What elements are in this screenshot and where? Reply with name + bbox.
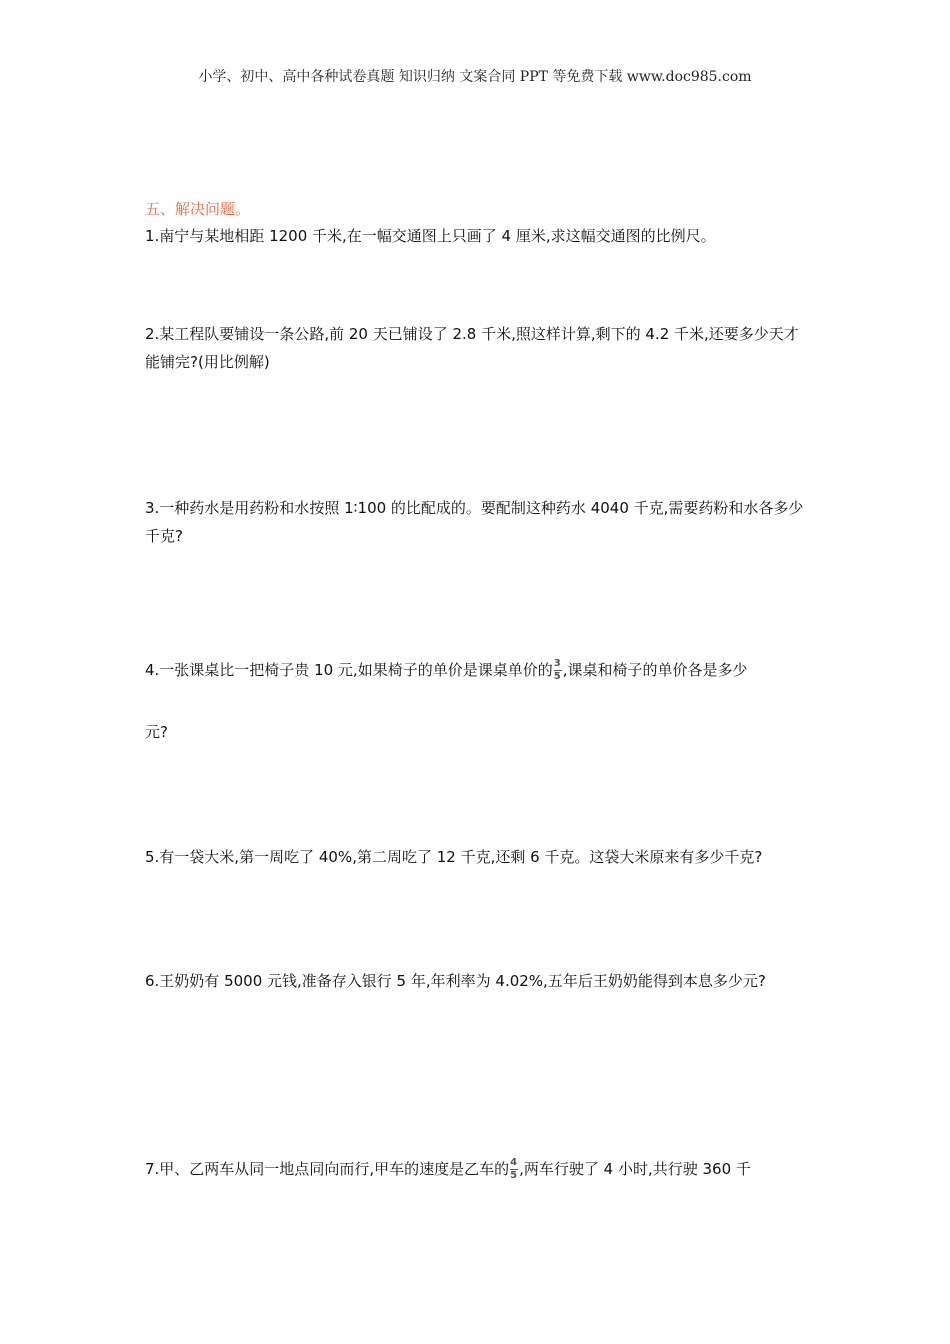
- section-title: 五、解决问题。: [145, 200, 251, 218]
- question-4-text-before: 4.一张课桌比一把椅子贵 10 元,如果椅子的单价是课桌单价的: [145, 661, 553, 679]
- question-7: [145, 1155, 810, 1183]
- question-4-continued: 元?: [145, 723, 168, 741]
- fraction-denominator: 5: [553, 670, 561, 682]
- question-6: 6.王奶奶有 5000 元钱,准备存入银行 5 年,年利率为 4.02%,五年后王奶奶能得到本息多少元?: [145, 972, 766, 990]
- question-4-text-after: ,课桌和椅子的单价各是多少: [562, 661, 748, 679]
- page-header: 小学、初中、高中各种试卷真题 知识归纳 文案合同 PPT 等免费下载 www.doc985.com: [198, 69, 752, 85]
- question-7-text-before: 7.甲、乙两车从同一地点同向而行,甲车的速度是乙车的: [145, 1160, 510, 1178]
- fraction-denominator: 5: [510, 1169, 518, 1181]
- question-7-text-after: ,两车行驶了 4 小时,共行驶 360 千: [519, 1160, 751, 1178]
- question-3: 3.一种药水是用药粉和水按照 1∶100 的比配成的。要配制这种药水 4040 千克,需要药粉和水各多少千克?: [145, 499, 804, 545]
- fraction-three-fifths: [554, 659, 562, 683]
- fraction-numerator: 3: [553, 657, 561, 669]
- question-2: 2.某工程队要铺设一条公路,前 20 天已铺设了 2.8 千米,照这样计算,剩下的 4.2 千米,还要多少天才能铺完?(用比例解): [145, 325, 799, 371]
- question-5: 5.有一袋大米,第一周吃了 40%,第二周吃了 12 千克,还剩 6 千克。这袋大米原来有多少千克?: [145, 848, 763, 866]
- fraction-numerator: 4: [510, 1156, 518, 1168]
- fraction-four-fifths: [510, 1158, 518, 1182]
- question-1: 1.南宁与某地相距 1200 千米,在一幅交通图上只画了 4 厘米,求这幅交通图的比例尺。: [145, 227, 716, 245]
- question-4: [145, 656, 810, 684]
